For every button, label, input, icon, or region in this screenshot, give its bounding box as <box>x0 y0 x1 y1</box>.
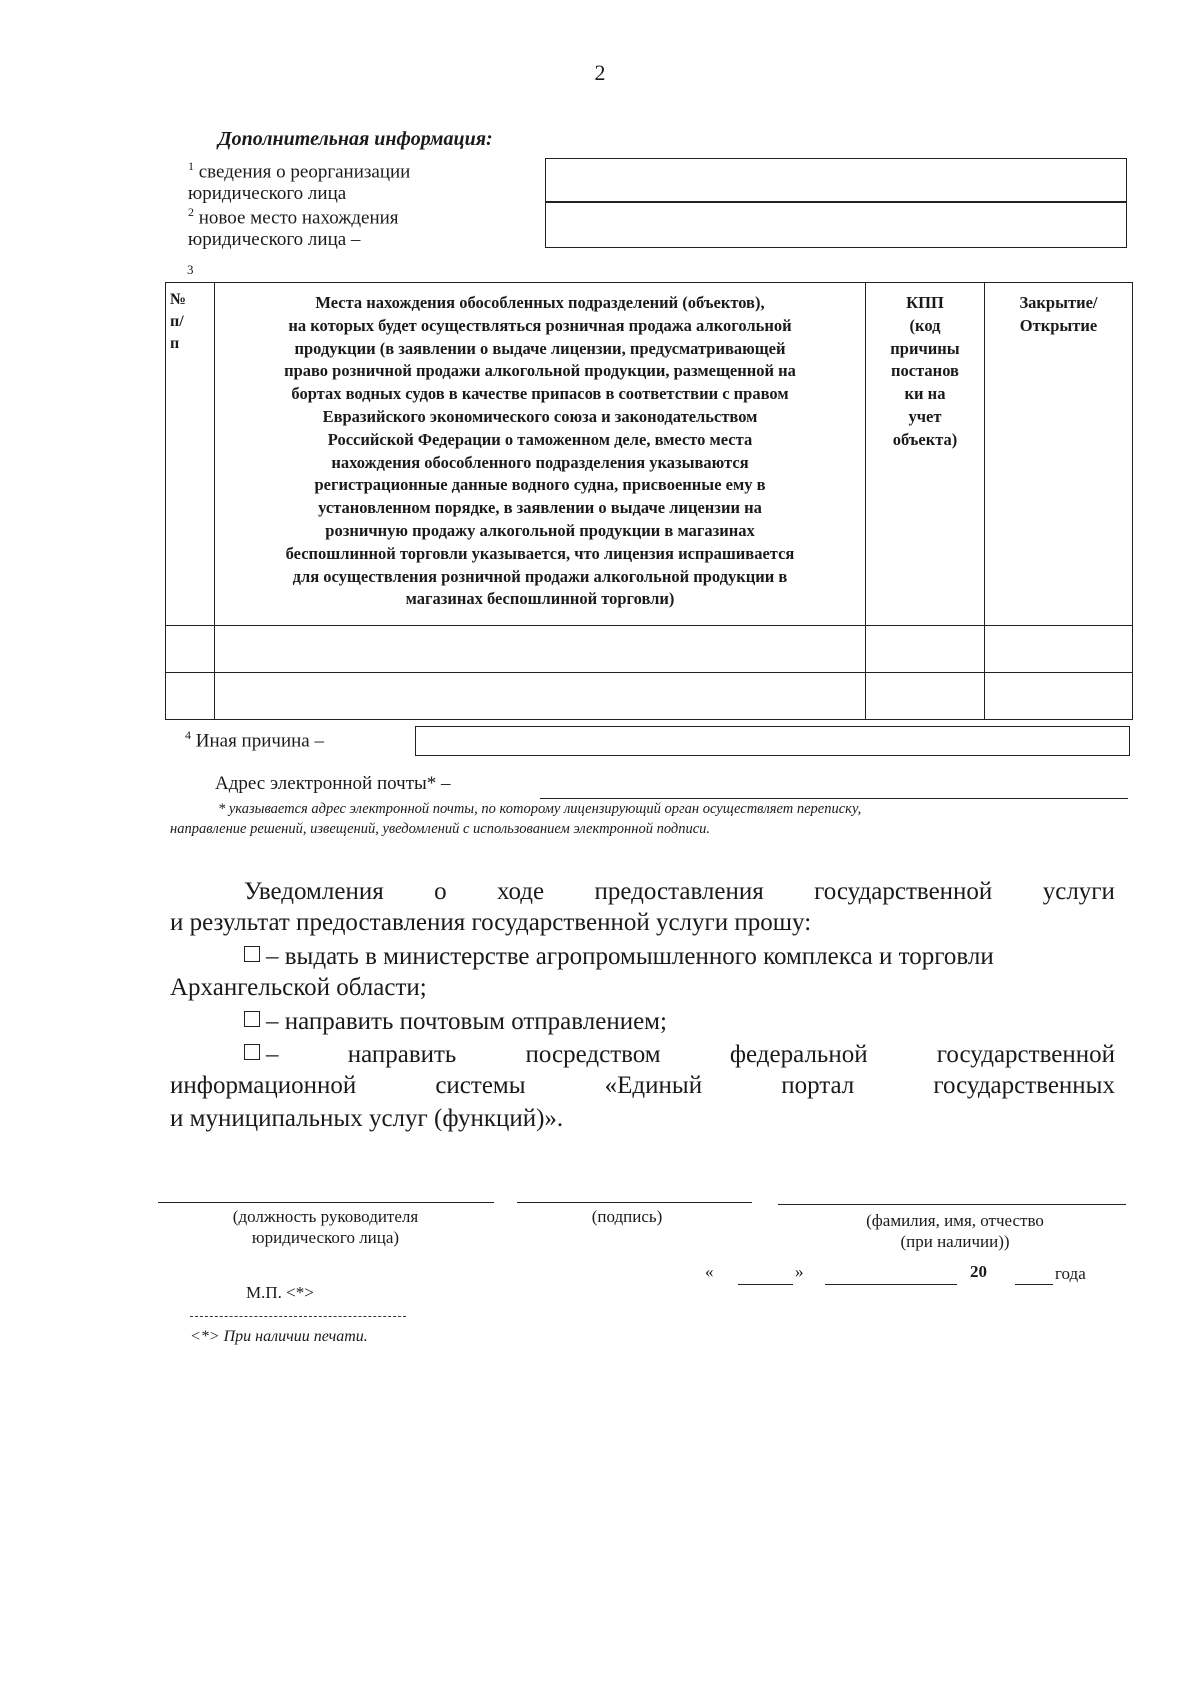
signature-caption: (подпись) <box>591 1207 663 1226</box>
notification-word: Уведомления <box>244 878 384 905</box>
name-caption-line1: (фамилия, имя, отчество <box>866 1211 1044 1230</box>
header-places-line: право розничной продажи алкогольной продукции, размещенной на <box>284 361 796 381</box>
header-number-line: № <box>170 291 187 308</box>
option-portal-lead <box>244 1039 279 1070</box>
other-reason-text: Иная причина – <box>195 730 324 752</box>
email-note-line1: * указывается адрес электронной почты, по которому лицензирующий орган осуществляет переписку, <box>218 801 862 817</box>
table-cell-number[interactable] <box>166 673 215 720</box>
notification-word: федеральной <box>729 1041 868 1068</box>
signature-line[interactable] <box>517 1202 752 1203</box>
header-places-line: Евразийского экономического союза и законодательством <box>322 406 758 426</box>
header-places-line: бортах водных судов в качестве припасов в соответствии с правом <box>291 384 789 404</box>
stamp-footnote: <*> При наличии печати. <box>190 1328 368 1345</box>
position-caption <box>188 1206 463 1248</box>
portal-checkbox[interactable] <box>244 1044 260 1060</box>
option-portal-line2 <box>170 1070 1115 1101</box>
date-open-quote: « <box>705 1262 714 1281</box>
header-number-line: п <box>170 335 180 352</box>
header-kpp-line: (код <box>909 315 941 335</box>
table-cell-kpp[interactable] <box>866 673 985 720</box>
header-kpp-line: причины <box>890 338 960 358</box>
option-ministry-text: – выдать в министерстве агропромышленного комплекса и торговли <box>266 943 994 970</box>
table-footnote-num: 3 <box>187 262 194 277</box>
table-row <box>166 673 1133 720</box>
header-places-line: регистрационные данные водного судна, присвоенные ему в <box>314 475 766 495</box>
table-cell-place[interactable] <box>215 626 866 673</box>
header-places-line: на которых будет осуществляться розничная продажа алкогольной <box>288 315 792 335</box>
email-label: Адрес электронной почты* – <box>215 773 451 794</box>
name-caption <box>815 1210 1095 1252</box>
header-places-line: Российской Федерации о таможенном деле, вместо места <box>327 429 753 449</box>
reorganization-label-line2: юридического лица <box>188 183 347 205</box>
position-caption-line2: юридического лица) <box>251 1228 400 1247</box>
footnote-num-4: 4 <box>185 728 191 742</box>
position-signature-line[interactable] <box>158 1202 494 1203</box>
header-places-line: Места нахождения обособленных подразделений (объектов), <box>315 293 765 312</box>
notification-line2: и результат предоставления государственной услуги прошу: <box>170 909 812 936</box>
option-portal-line1 <box>244 1039 1115 1070</box>
notification-word: о <box>434 878 447 905</box>
header-kpp-line: ки на <box>904 384 946 404</box>
option-portal-line3: и муниципальных услуг (функций)». <box>170 1105 564 1132</box>
new-location-label <box>188 201 399 251</box>
reorganization-field[interactable] <box>545 158 1127 202</box>
ministry-checkbox[interactable] <box>244 946 260 962</box>
header-number-line: п/ <box>170 313 184 330</box>
table-row <box>166 626 1133 673</box>
option-mail <box>244 1006 667 1037</box>
notification-word: услуги <box>1042 878 1115 905</box>
notification-word: посредством <box>525 1041 661 1068</box>
places-table-header <box>166 283 1133 626</box>
header-places <box>215 283 866 626</box>
date-year-suffix: года <box>1055 1264 1086 1283</box>
header-closing-line: Закрытие/ <box>1019 293 1098 312</box>
reorganization-label-line1: сведения о реорганизации <box>198 161 411 183</box>
table-cell-closing[interactable] <box>985 673 1133 720</box>
notification-word: «Единый <box>604 1072 703 1099</box>
header-places-line: нахождения обособленного подразделения указываются <box>331 452 749 472</box>
header-places-line: установленном порядке, в заявлении о выдаче лицензии на <box>318 498 762 518</box>
new-location-label-line2: юридического лица – <box>188 229 361 251</box>
new-location-label-line1: новое место нахождения <box>198 207 399 229</box>
notification-word: государственной <box>936 1041 1115 1068</box>
additional-info-title: Дополнительная информация: <box>218 128 493 150</box>
notification-word: предоставления <box>594 878 764 905</box>
date-year-line[interactable] <box>1015 1284 1053 1285</box>
name-signature-line[interactable] <box>778 1204 1126 1205</box>
other-reason-label <box>185 728 324 752</box>
name-caption-line2: (при наличии)) <box>900 1232 1010 1251</box>
places-table <box>165 282 1133 720</box>
new-location-field[interactable] <box>545 202 1127 248</box>
header-places-line: продукции (в заявлении о выдаче лицензии, предусматривающей <box>294 338 786 358</box>
notification-word: информационной <box>170 1072 357 1099</box>
option-mail-text: – направить почтовым отправлением; <box>266 1008 667 1035</box>
header-closing-opening <box>985 283 1133 626</box>
position-caption-line1: (должность руководителя <box>232 1207 419 1226</box>
notification-word: направить <box>347 1041 457 1068</box>
notification-word: системы <box>435 1072 526 1099</box>
notification-line1 <box>244 876 1115 907</box>
stamp-label: М.П. <*> <box>246 1283 314 1302</box>
email-note-line2: направление решений, извещений, уведомлений с использованием электронной подписи. <box>170 821 711 837</box>
header-kpp <box>866 283 985 626</box>
header-kpp-line: объекта) <box>892 429 958 449</box>
date-month-line[interactable] <box>825 1284 957 1285</box>
header-kpp-line: КПП <box>906 293 944 312</box>
notification-word: – <box>266 1041 279 1068</box>
header-closing-line: Открытие <box>1019 315 1098 335</box>
notification-word: ходе <box>496 878 545 905</box>
notification-word: государственных <box>933 1072 1115 1099</box>
header-places-line: розничную продажу алкогольной продукции в магазинах <box>325 520 755 540</box>
footnote-divider <box>190 1316 406 1317</box>
page-number: 2 <box>594 60 606 85</box>
reorganization-label <box>188 155 410 205</box>
other-reason-field[interactable] <box>415 726 1130 756</box>
header-places-line: беспошлинной торговли указывается, что лицензия испрашивается <box>285 543 795 563</box>
option-ministry-line2: Архангельской области; <box>170 974 427 1001</box>
header-kpp-line: постанов <box>891 361 959 381</box>
mail-checkbox[interactable] <box>244 1011 260 1027</box>
header-kpp-line: учет <box>908 406 942 426</box>
footnote-num-1: 1 <box>188 159 194 173</box>
notification-word: портал <box>781 1072 855 1099</box>
option-ministry <box>244 941 994 972</box>
date-day-line[interactable] <box>738 1284 793 1285</box>
email-field-line[interactable] <box>540 798 1128 799</box>
footnote-num-2: 2 <box>188 205 194 219</box>
table-cell-kpp[interactable] <box>866 626 985 673</box>
table-cell-closing[interactable] <box>985 626 1133 673</box>
header-number <box>166 283 215 626</box>
header-places-line: магазинах беспошлинной торговли) <box>405 589 675 609</box>
date-year-prefix: 20 <box>970 1262 987 1281</box>
header-places-line: для осуществления розничной продажи алкогольной продукции в <box>292 566 788 586</box>
date-close-quote: » <box>795 1262 804 1281</box>
notification-word: государственной <box>814 878 993 905</box>
table-cell-number[interactable] <box>166 626 215 673</box>
table-cell-place[interactable] <box>215 673 866 720</box>
